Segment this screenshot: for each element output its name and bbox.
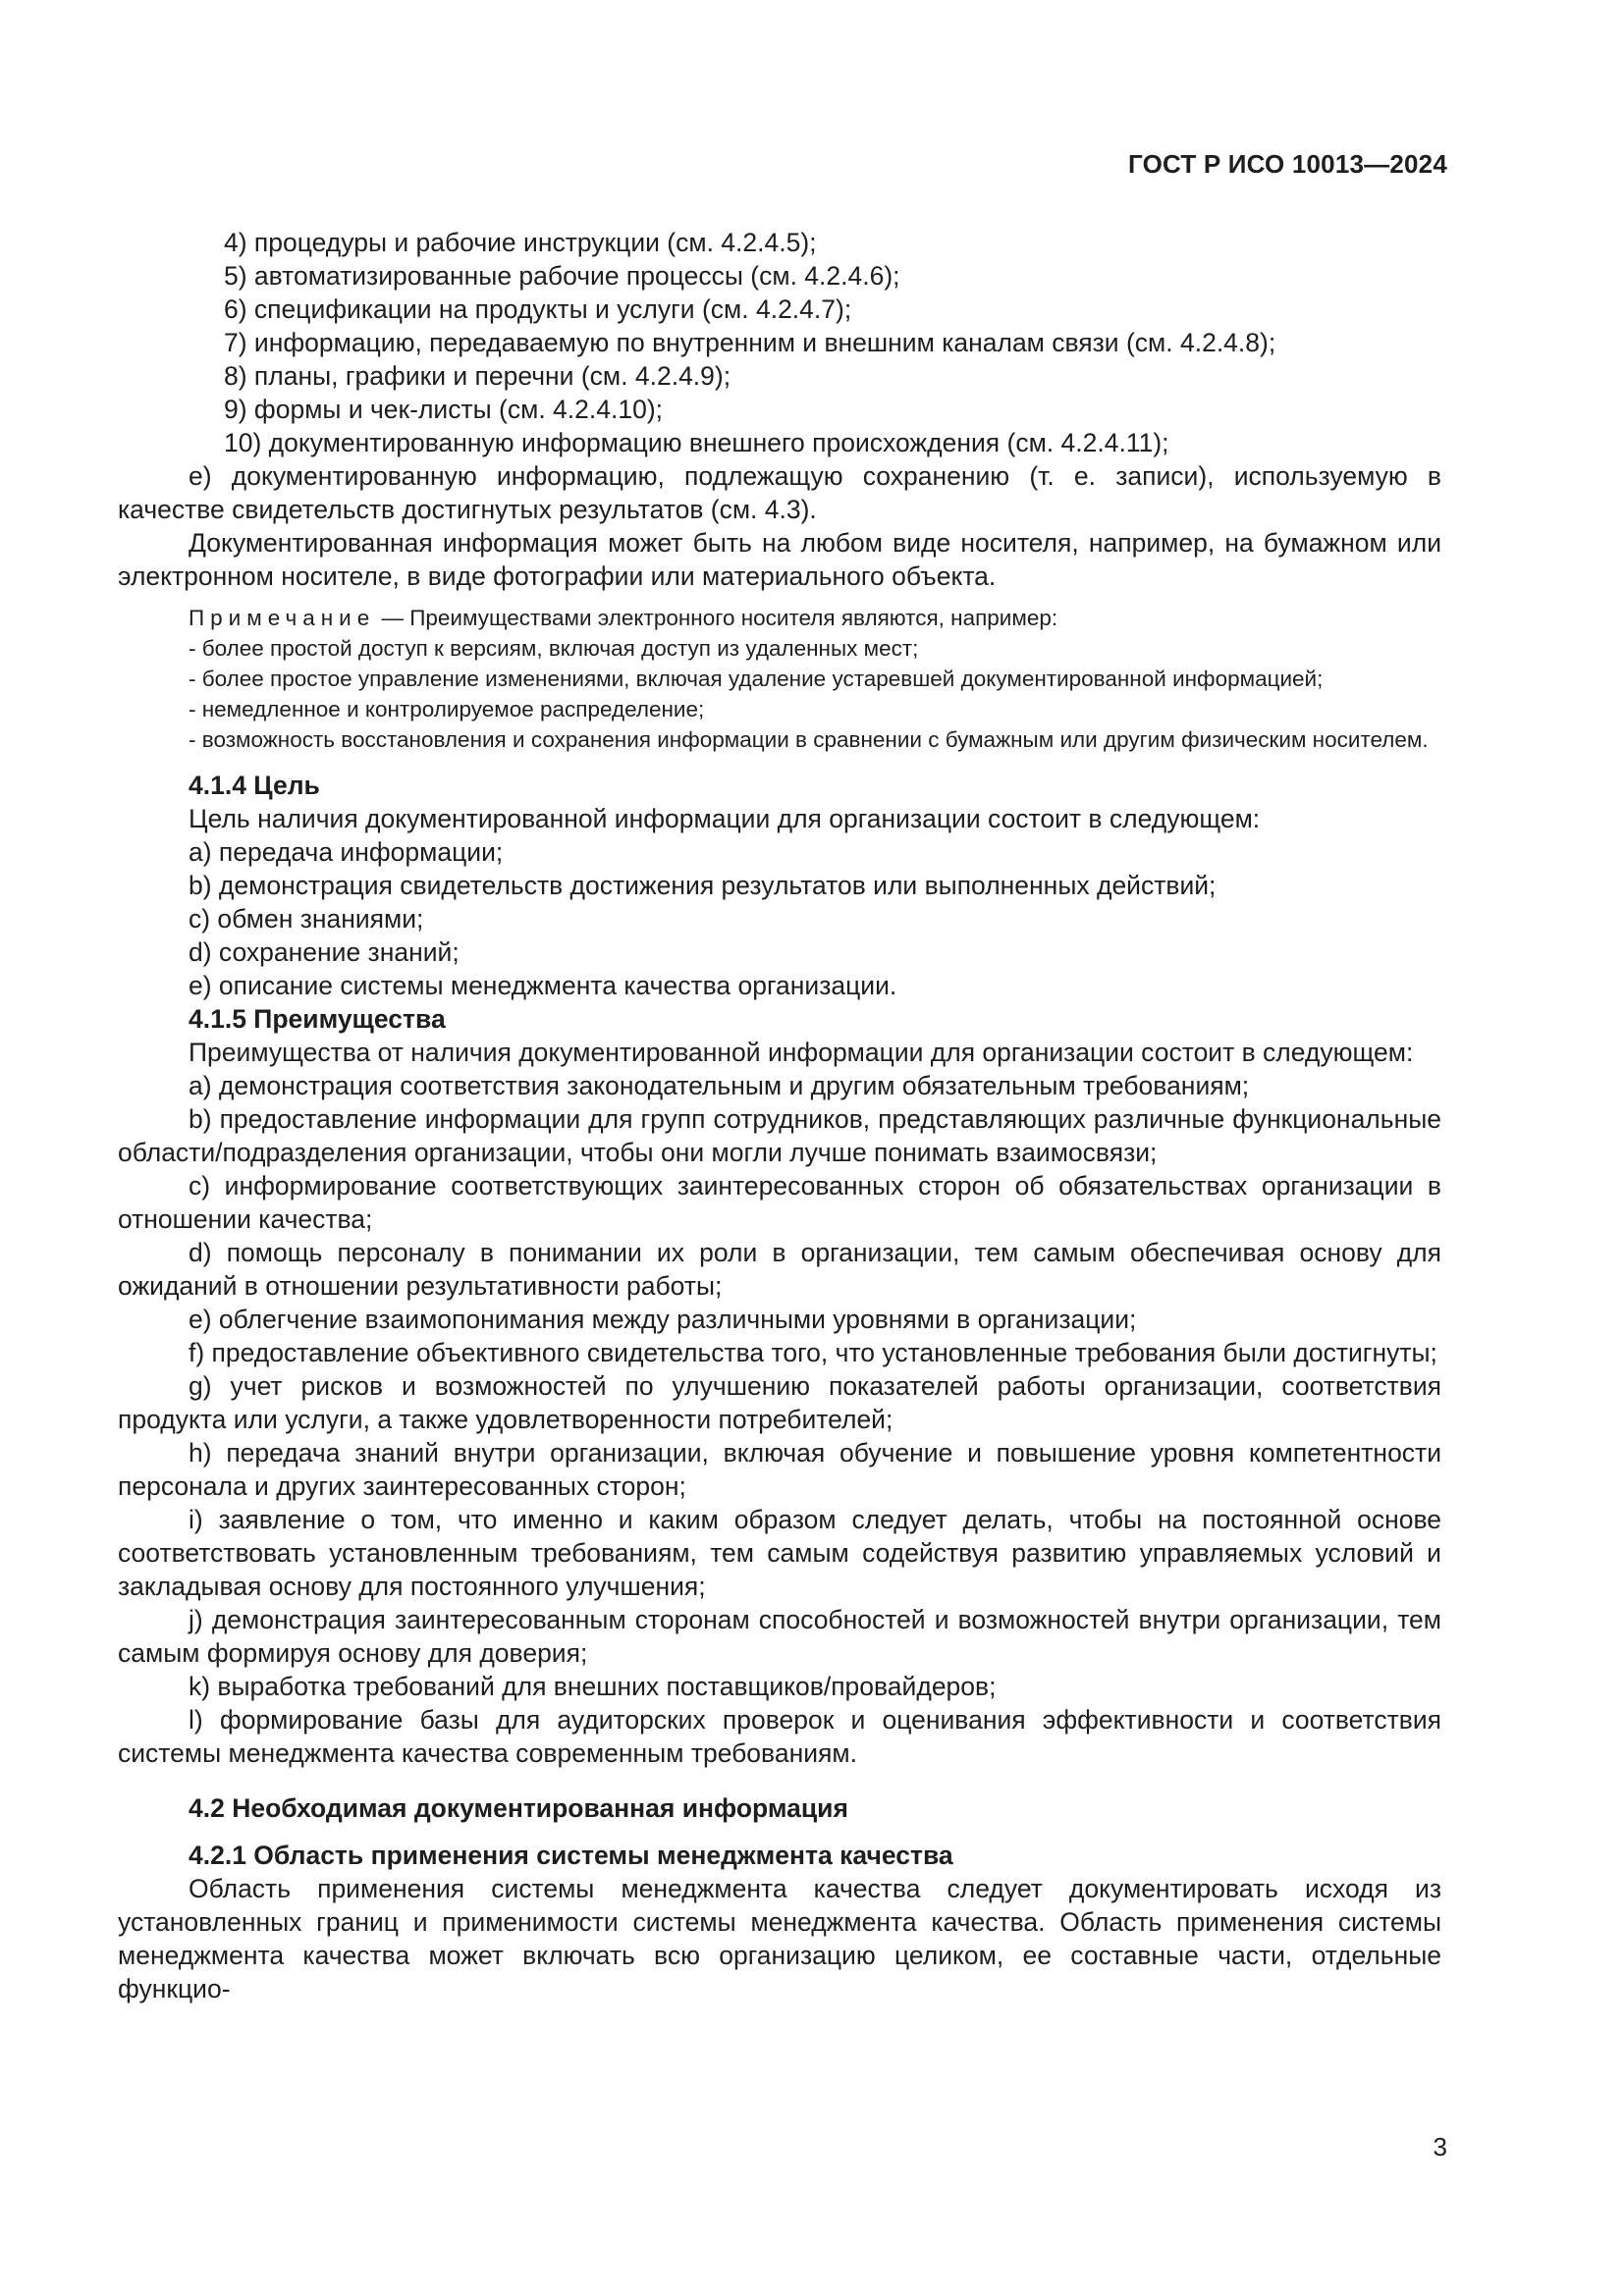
note-item: - немедленное и контролируемое распределение; xyxy=(189,697,705,721)
list-item: k) выработка требований для внешних поставщиков/провайдеров; xyxy=(189,1672,997,1701)
list-item: b) демонстрация свидетельств достижения результатов или выполненных действий; xyxy=(189,871,1217,900)
note-item: - возможность восстановления и сохранения информации в сравнении с бумажным или другим физическим носителем. xyxy=(189,727,1429,752)
page-number: 3 xyxy=(1433,2132,1447,2162)
list-item: d) сохранение знаний; xyxy=(189,937,460,967)
note-intro xyxy=(118,603,1441,633)
list-item: c) обмен знаниями; xyxy=(189,904,424,934)
list-item: 5) автоматизированные рабочие процессы (см. 4.2.4.6); xyxy=(224,261,900,291)
section-intro: Цель наличия документированной информации для организации состоит в следующем: xyxy=(189,804,1261,833)
list-item: e) описание системы менеджмента качества организации. xyxy=(189,971,897,1000)
document-header: ГОСТ Р ИСО 10013—2024 xyxy=(1127,149,1447,179)
section-heading-4-1-4: 4.1.4 Цель xyxy=(189,771,320,800)
section-intro: Преимущества от наличия документированной информации для организации состоит в следующем: xyxy=(189,1038,1414,1067)
list-item: j) демонстрация заинтересованным сторонам способностей и возможностей внутри организации, тем самым формируя основу для доверия; xyxy=(118,1605,1441,1668)
list-item: i) заявление о том, что именно и каким образом следует делать, чтобы на постоянной основе соответствовать установленным требованиям, тем самым содействуя развитию управляемых условий и закладывая основу для постоянного улучшения; xyxy=(118,1505,1441,1601)
note-label: Примечание xyxy=(189,606,376,630)
list-item: l) формирование базы для аудиторских проверок и оценивания эффективности и соответствия системы менеджмента качества современным требованиям. xyxy=(118,1705,1441,1768)
list-item-e: е) документированную информацию, подлежащую сохранению (т. е. записи), используемую в качестве свидетельств достигнутых результатов (см. 4.3). xyxy=(118,461,1441,524)
note-item: - более простое управление изменениями, включая удаление устаревшей документированной информацией; xyxy=(189,667,1324,691)
media-paragraph: Документированная информация может быть на любом виде носителя, например, на бумажном или электронном носителе, в виде фотографии или материального объекта. xyxy=(118,528,1441,591)
list-item: 10) документированную информацию внешнего происхождения (см. 4.2.4.11); xyxy=(224,428,1169,457)
list-item: h) передача знаний внутри организации, включая обучение и повышение уровня компетентности персонала и других заинтересованных сторон; xyxy=(118,1438,1441,1501)
note-item: - более простой доступ к версиям, включая доступ из удаленных мест; xyxy=(189,636,919,661)
list-item: e) облегчение взаимопонимания между различными уровнями в организации; xyxy=(189,1305,1137,1334)
list-item: 6) спецификации на продукты и услуги (см. 4.2.4.7); xyxy=(224,294,852,324)
list-item: g) учет рисков и возможностей по улучшению показателей работы организации, соответствия продукта или услуги, а также удовлетворенности потребителей; xyxy=(118,1371,1441,1434)
list-item: a) демонстрация соответствия законодательным и другим обязательным требованиям; xyxy=(189,1071,1250,1100)
list-item: 4) процедуры и рабочие инструкции (см. 4.2.4.5); xyxy=(224,228,817,257)
list-item: 7) информацию, передаваемую по внутренним и внешним каналам связи (см. 4.2.4.8); xyxy=(224,328,1276,357)
section-heading-4-1-5: 4.1.5 Преимущества xyxy=(189,1004,446,1034)
list-item: a) передача информации; xyxy=(189,837,504,867)
list-item: d) помощь персоналу в понимании их роли в организации, тем самым обеспечивая основу для ожиданий в отношении результативности работы; xyxy=(118,1238,1441,1301)
section-paragraph: Область применения системы менеджмента качества следует документировать исходя из установленных границ и применимости системы менеджмента качества. Область применения системы менеджмента качества может включать всю организацию целиком, ее составные части, отдельные функцио- xyxy=(118,1874,1441,2003)
note-text: — Преимуществами электронного носителя являются, например: xyxy=(375,606,1058,630)
note-block xyxy=(118,603,1441,755)
page-body xyxy=(118,226,1441,2005)
section-heading-4-2-1: 4.2.1 Область применения системы менеджмента качества xyxy=(189,1841,953,1870)
list-item: 8) планы, графики и перечни (см. 4.2.4.9); xyxy=(224,361,731,391)
list-item: c) информирование соответствующих заинтересованных сторон об обязательствах организации в отношении качества; xyxy=(118,1171,1441,1234)
list-item: f) предоставление объективного свидетельства того, что установленные требования были достигнуты; xyxy=(189,1338,1437,1367)
list-item: 9) формы и чек-листы (см. 4.2.4.10); xyxy=(224,395,664,424)
section-heading-4-2: 4.2 Необходимая документированная информация xyxy=(189,1793,848,1823)
list-item: b) предоставление информации для групп сотрудников, представляющих различные функциональные области/подразделения организации, чтобы они могли лучше понимать взаимосвязи; xyxy=(118,1104,1441,1167)
